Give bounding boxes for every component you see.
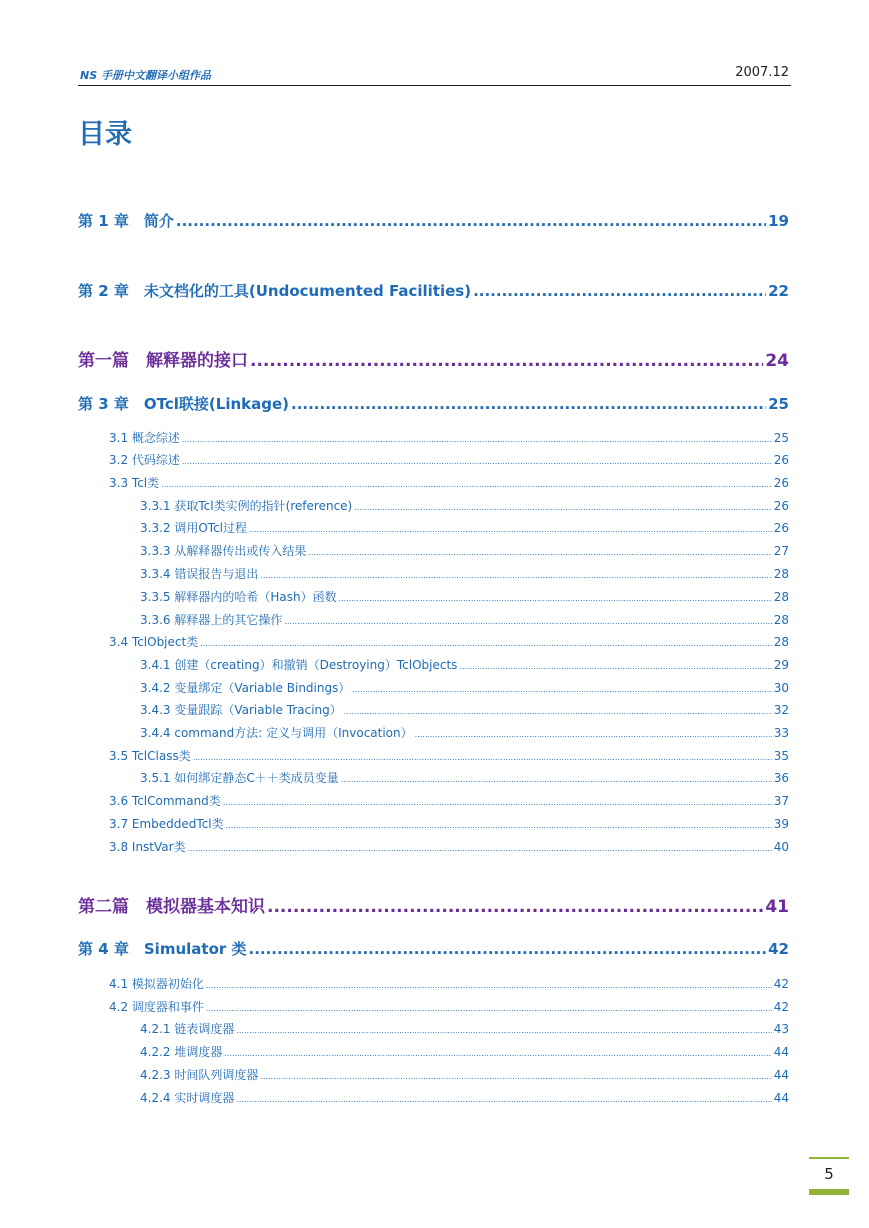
toc-entry[interactable]	[78, 210, 789, 231]
toc-entry[interactable]	[140, 701, 789, 718]
toc-dot-leader	[260, 571, 771, 580]
toc-dot-leader	[354, 503, 771, 512]
toc-entry-label: 4.2.4 实时调度器	[140, 1091, 235, 1105]
toc-entry[interactable]	[140, 724, 789, 741]
toc-entry-page: 26	[773, 521, 789, 535]
toc-entry-label: 3.4.1 创建（creating）和撤销（Destroying）TclObjects	[140, 658, 458, 672]
toc-entry-page: 30	[773, 681, 789, 695]
toc-entry[interactable]	[140, 519, 789, 536]
toc-entry[interactable]	[140, 565, 789, 582]
toc-entry-label: 4.2.2 堆调度器	[140, 1045, 223, 1059]
toc-entry-page: 19	[768, 212, 789, 230]
toc-entry[interactable]	[109, 633, 789, 650]
toc-entry-label: 3.8 InstVar类	[109, 840, 186, 854]
toc-entry-label: 第二篇 模拟器基本知识	[78, 897, 265, 917]
toc-entry-label: 3.3.2 调用OTcl过程	[140, 521, 248, 535]
toc-dot-leader	[341, 775, 772, 784]
toc-entry-page: 40	[773, 840, 789, 854]
toc-entry-label: 3.3.1 获取Tcl类实例的指针(reference)	[140, 499, 353, 513]
page-number-box	[809, 1157, 849, 1195]
page-number: 5	[824, 1165, 834, 1183]
toc-dot-leader	[291, 395, 766, 413]
toc-entry-label: 第 2 章 未文档化的工具(Undocumented Facilities)	[78, 282, 472, 300]
toc-entry[interactable]	[140, 1020, 789, 1037]
toc-entry[interactable]	[78, 892, 789, 917]
toc-entry[interactable]	[78, 393, 789, 414]
header-date: 2007.12	[735, 65, 789, 80]
toc-entry-label: 第一篇 解释器的接口	[78, 351, 248, 371]
toc-entry-page: 26	[773, 453, 789, 467]
toc-dot-leader	[267, 897, 763, 917]
toc-entry-label: 3.3 Tcl类	[109, 476, 160, 490]
toc-entry[interactable]	[109, 747, 789, 764]
toc-entry-page: 26	[773, 499, 789, 513]
toc-entry-page: 42	[773, 977, 789, 991]
toc-entry[interactable]	[109, 975, 789, 992]
toc-dot-leader	[473, 282, 766, 300]
toc-entry-page: 44	[773, 1045, 789, 1059]
toc-entry-label: 3.3.3 从解释器传出或传入结果	[140, 544, 307, 558]
toc-entry-label: 3.5 TclClass类	[109, 749, 191, 763]
toc-entry[interactable]	[109, 815, 789, 832]
toc-dot-leader	[284, 617, 771, 626]
toc-entry[interactable]	[78, 938, 789, 959]
toc-dot-leader	[206, 981, 772, 990]
toc-entry-label: 4.1 模拟器初始化	[109, 977, 204, 991]
toc-dot-leader	[188, 844, 772, 853]
toc-entry-page: 36	[773, 771, 789, 785]
toc-dot-leader	[206, 1004, 772, 1013]
toc-entry-page: 44	[773, 1068, 789, 1082]
toc-entry[interactable]	[140, 1089, 789, 1106]
toc-entry-label: 3.2 代码综述	[109, 453, 180, 467]
toc-entry-page: 22	[768, 282, 789, 300]
toc-entry-page: 25	[773, 431, 789, 445]
toc-entry-label: 3.5.1 如何绑定静态C＋＋类成员变量	[140, 771, 339, 785]
toc-entry-page: 42	[773, 1000, 789, 1014]
toc-entry[interactable]	[140, 1043, 789, 1060]
header-divider	[78, 85, 791, 86]
toc-entry-page: 41	[765, 897, 789, 917]
toc-entry-label: 3.7 EmbeddedTcl类	[109, 817, 224, 831]
toc-entry[interactable]	[109, 792, 789, 809]
toc-dot-leader	[352, 685, 771, 694]
toc-entry[interactable]	[109, 451, 789, 468]
toc-entry-page: 35	[773, 749, 789, 763]
toc-dot-leader	[344, 707, 772, 716]
toc-entry[interactable]	[140, 679, 789, 696]
toc-entry[interactable]	[140, 542, 789, 559]
toc-entry[interactable]	[109, 838, 789, 855]
toc-dot-leader	[236, 1095, 771, 1104]
toc-entry-page: 33	[773, 726, 789, 740]
toc-entry-page: 24	[765, 351, 789, 371]
toc-entry[interactable]	[78, 280, 789, 301]
toc-entry[interactable]	[140, 497, 789, 514]
toc-entry-page: 25	[768, 395, 789, 413]
toc-entry[interactable]	[109, 429, 789, 446]
toc-entry[interactable]	[78, 346, 789, 371]
toc-entry-label: 3.4.3 变量跟踪（Variable Tracing）	[140, 703, 342, 717]
toc-dot-leader	[226, 821, 772, 830]
toc-dot-leader	[339, 594, 772, 603]
toc-dot-leader	[161, 480, 772, 489]
toc-dot-leader	[415, 730, 772, 739]
toc-dot-leader	[223, 798, 772, 807]
toc-dot-leader	[260, 1072, 771, 1081]
toc-entry-label: 第 1 章 简介	[78, 212, 174, 230]
toc-dot-leader	[182, 435, 772, 444]
toc-entry-label: 3.4.4 command方法: 定义与调用（Invocation）	[140, 726, 413, 740]
toc-entry-page: 28	[773, 567, 789, 581]
toc-dot-leader	[308, 548, 771, 557]
toc-entry[interactable]	[140, 611, 789, 628]
toc-dot-leader	[249, 940, 767, 958]
toc-entry-page: 28	[773, 635, 789, 649]
toc-entry-label: 3.6 TclCommand类	[109, 794, 221, 808]
toc-dot-leader	[459, 662, 771, 671]
toc-entry-page: 43	[773, 1022, 789, 1036]
toc-entry-page: 42	[768, 940, 789, 958]
header-left-text: NS 手册中文翻译小组作品	[80, 69, 211, 82]
toc-dot-leader	[224, 1049, 771, 1058]
toc-dot-leader	[250, 351, 763, 371]
toc-dot-leader	[200, 639, 772, 648]
toc-entry-label: 第 3 章 OTcl联接(Linkage)	[78, 395, 290, 413]
toc-entry[interactable]	[109, 998, 789, 1015]
toc-entry-label: 3.1 概念综述	[109, 431, 180, 445]
toc-entry-label: 3.3.6 解释器上的其它操作	[140, 613, 283, 627]
toc-entry-page: 39	[773, 817, 789, 831]
toc-entry-page: 37	[773, 794, 789, 808]
toc-entry[interactable]	[140, 769, 789, 786]
toc-entry[interactable]	[140, 588, 789, 605]
toc-dot-leader	[182, 457, 772, 466]
toc-entry-page: 28	[773, 590, 789, 604]
toc-dot-leader	[236, 1026, 771, 1035]
toc-entry-page: 26	[773, 476, 789, 490]
toc-entry-label: 3.3.5 解释器内的哈希（Hash）函数	[140, 590, 337, 604]
toc-entry-label: 第 4 章 Simulator 类	[78, 940, 247, 958]
toc-entry-label: 3.4 TclObject类	[109, 635, 199, 649]
toc-entry[interactable]	[140, 1066, 789, 1083]
toc-entry[interactable]	[109, 474, 789, 491]
toc-entry-label: 3.4.2 变量绑定（Variable Bindings）	[140, 681, 351, 695]
page-title: 目录	[78, 119, 132, 150]
toc-entry[interactable]	[140, 656, 789, 673]
toc-entry-page: 27	[773, 544, 789, 558]
toc-dot-leader	[249, 525, 772, 534]
toc-dot-leader	[193, 753, 772, 762]
toc-dot-leader	[176, 212, 766, 230]
toc-entry-page: 28	[773, 613, 789, 627]
toc-entry-label: 4.2.1 链表调度器	[140, 1022, 235, 1036]
toc-entry-page: 44	[773, 1091, 789, 1105]
toc-entry-page: 32	[773, 703, 789, 717]
toc-entry-label: 4.2 调度器和事件	[109, 1000, 204, 1014]
toc-entry-label: 4.2.3 时间队列调度器	[140, 1068, 259, 1082]
page-number-accent-bar	[809, 1189, 849, 1195]
toc-entry-page: 29	[773, 658, 789, 672]
toc-entry-label: 3.3.4 错误报告与退出	[140, 567, 259, 581]
